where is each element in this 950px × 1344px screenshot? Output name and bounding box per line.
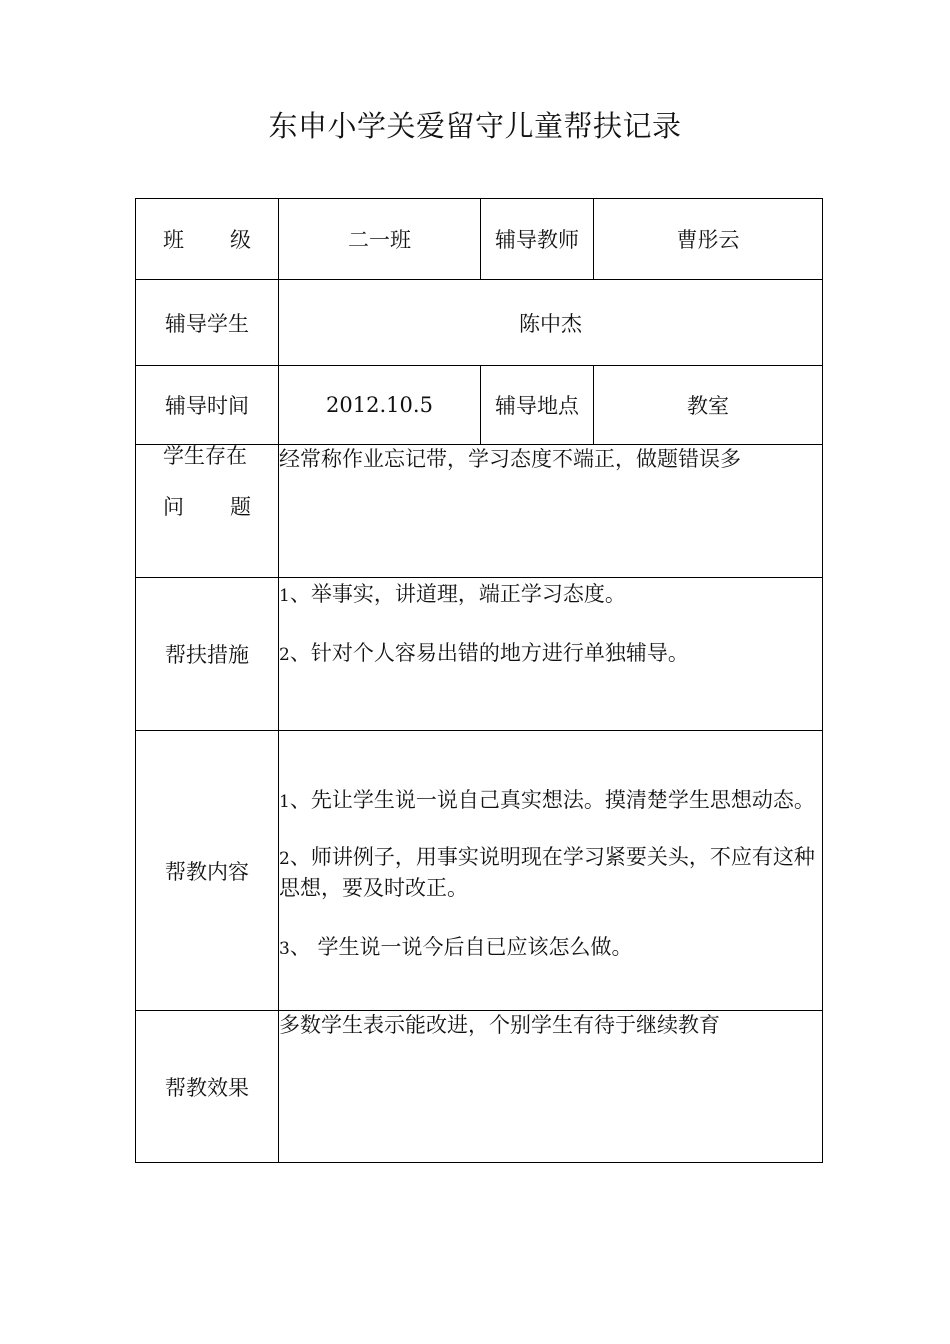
page-title: 东申小学关爱留守儿童帮扶记录 [268, 109, 682, 143]
class-label [136, 199, 279, 280]
content-number: 2 [279, 849, 290, 869]
teacher-label: 辅导教师 [481, 199, 594, 280]
content-text: 、 学生说一说今后自已应该怎么做。 [289, 935, 633, 959]
content-text: 、先让学生说一说自己真实想法。摸清楚学生思想动态。 [289, 788, 815, 812]
measure-item [279, 639, 822, 670]
problem-value [279, 445, 823, 578]
effect-value [279, 1011, 823, 1163]
measure-number: 2 [279, 645, 290, 665]
class-value: 二一班 [279, 199, 481, 280]
content-item [279, 786, 822, 817]
measure-text: 、举事实，讲道理，端正学习态度。 [289, 582, 626, 606]
content-number: 1 [279, 792, 290, 812]
content-label: 帮教内容 [136, 731, 279, 1011]
class-label-char: 班 [163, 228, 184, 252]
content-value [279, 731, 823, 1011]
content-row [136, 731, 823, 1011]
content-item [279, 933, 822, 964]
content-text: 、师讲例子，用事实说明现在学习紧要关头，不应有这种思想，要及时改正。 [279, 845, 815, 900]
problem-text: 经常称作业忘记带，学习态度不端正，做题错误多 [279, 447, 741, 471]
measures-value [279, 578, 823, 731]
measure-item [279, 580, 822, 611]
measure-text: 、针对个人容易出错的地方进行单独辅导。 [289, 641, 689, 665]
problem-label-line1: 学生存在 [163, 444, 247, 468]
problem-label-char: 题 [230, 495, 251, 519]
student-row [136, 280, 823, 366]
student-label: 辅导学生 [136, 280, 279, 366]
support-record-table [135, 198, 823, 1163]
student-value: 陈中杰 [279, 280, 823, 366]
class-label-char: 级 [230, 228, 251, 252]
time-label: 辅导时间 [136, 366, 279, 445]
teacher-value: 曹彤云 [594, 199, 823, 280]
content-item [279, 843, 822, 903]
effect-row [136, 1011, 823, 1163]
measures-row [136, 578, 823, 731]
place-label: 辅导地点 [481, 366, 594, 445]
measures-label: 帮扶措施 [136, 578, 279, 731]
time-value: 2012.10.5 [279, 366, 481, 445]
problem-label-char: 问 [163, 495, 184, 519]
place-value: 教室 [594, 366, 823, 445]
measure-number: 1 [279, 586, 290, 606]
class-row [136, 199, 823, 280]
effect-text: 多数学生表示能改进，个别学生有待于继续教育 [279, 1013, 720, 1037]
problem-label [136, 445, 279, 578]
problem-row [136, 445, 823, 578]
content-number: 3 [279, 939, 290, 959]
effect-label: 帮教效果 [136, 1011, 279, 1163]
